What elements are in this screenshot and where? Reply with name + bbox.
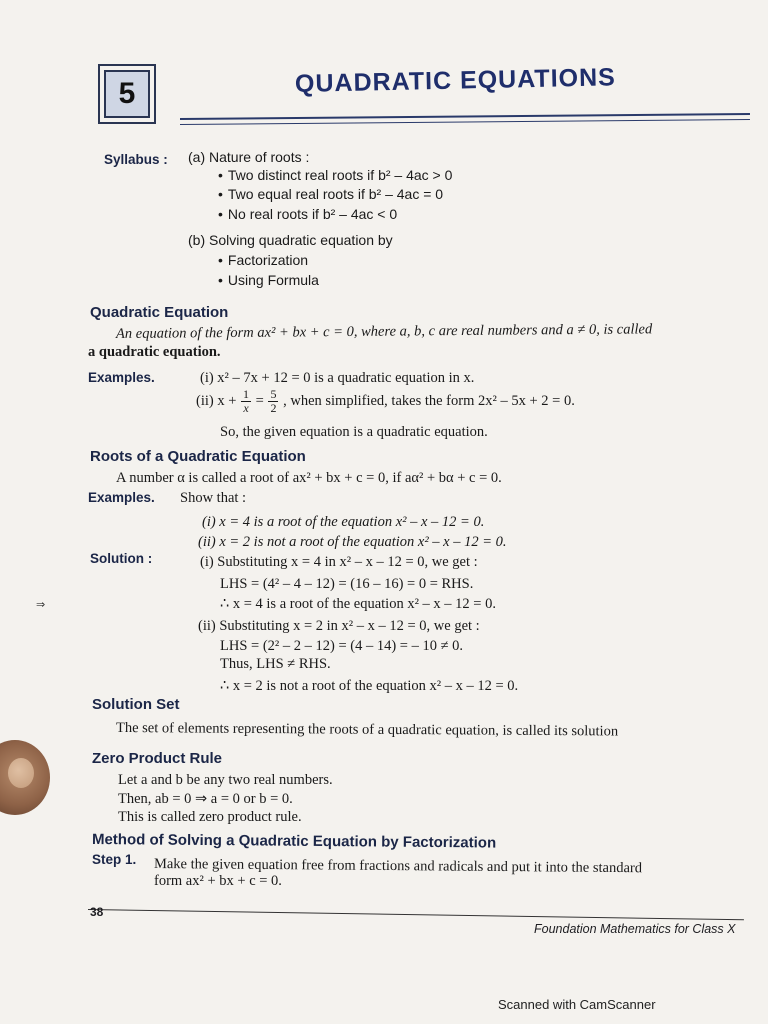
section-heading-solution-set: Solution Set [92, 696, 180, 713]
example-2-conclusion: So, the given equation is a quadratic equation. [220, 424, 488, 440]
example-2 [196, 388, 575, 415]
footer-rule [88, 909, 744, 920]
fraction-one-over-x [241, 388, 251, 415]
syllabus-b-heading: (b) Solving quadratic equation by [188, 232, 393, 248]
solution-line: (i) Substituting x = 4 in x² – x – 12 = 0, we get : [200, 554, 478, 570]
chapter-title: QUADRATIC EQUATIONS [294, 63, 617, 98]
example-2-suffix: , when simplified, takes the form 2x² – 5x + 2 = 0. [283, 392, 575, 409]
examples-label: Examples. [88, 490, 155, 505]
show-that-item: (ii) x = 2 is not a root of the equation x² – x – 12 = 0. [198, 534, 507, 550]
step-text: form ax² + bx + c = 0. [154, 873, 282, 889]
solution-line: ∴ x = 2 is not a root of the equation x² – x – 12 = 0. [220, 678, 519, 694]
syllabus-b-item: • Factorization [218, 252, 308, 268]
fraction-numerator: 5 [270, 387, 277, 401]
show-that-item: (i) x = 4 is a root of the equation x² – x – 12 = 0. [202, 514, 485, 530]
fraction-denominator: 2 [270, 401, 277, 415]
show-that-label: Show that : [180, 490, 247, 506]
fraction-numerator: 1 [243, 387, 250, 401]
definition-line: An equation of the form ax² + bx + c = 0, where a, b, c are real numbers and a ≠ 0, is called [115, 321, 653, 342]
chapter-number: 5 [104, 70, 150, 118]
section-heading-roots: Roots of a Quadratic Equation [90, 448, 306, 465]
book-title: Foundation Mathematics for Class X [534, 922, 736, 936]
section-heading-factorization: Method of Solving a Quadratic Equation by Factorization [91, 831, 497, 852]
syllabus-label: Syllabus : [104, 152, 168, 167]
roots-definition: A number α is called a root of ax² + bx + c = 0, if aα² + bα + c = 0. [116, 470, 502, 486]
zero-product-line: Let a and b be any two real numbers. [118, 772, 333, 788]
syllabus-a-item: • Two distinct real roots if b² – 4ac > 0 [218, 167, 452, 183]
example-2-prefix: (ii) x + [196, 392, 237, 409]
solution-line: (ii) Substituting x = 2 in x² – x – 12 = 0, we get : [198, 618, 480, 634]
margin-arrow-icon: ⇒ [36, 599, 46, 611]
syllabus-a-item: • Two equal real roots if b² – 4ac = 0 [218, 186, 443, 202]
fraction-five-over-two [268, 388, 278, 415]
solution-line: ∴ x = 4 is a root of the equation x² – x – 12 = 0. [220, 596, 496, 612]
section-heading-zero-product: Zero Product Rule [92, 750, 223, 767]
equals-sign: = [255, 392, 264, 409]
fraction-denominator: x [243, 401, 249, 415]
step-text: Make the given equation free from fractions and radicals and put it into the standard [153, 856, 643, 877]
page-number: 38 [90, 905, 104, 919]
examples-label: Examples. [88, 370, 155, 385]
step-label: Step 1. [92, 852, 137, 867]
title-rule-bottom [180, 119, 750, 125]
syllabus-b-item: • Using Formula [218, 272, 319, 288]
solution-line: Thus, LHS ≠ RHS. [220, 656, 331, 672]
zero-product-line: This is called zero product rule. [118, 809, 302, 825]
solution-line: LHS = (2² – 2 – 12) = (4 – 14) = – 10 ≠ 0. [220, 638, 464, 654]
solution-set-text: The set of elements representing the roots of a quadratic equation, is called its solution [115, 720, 619, 740]
syllabus-a-heading: (a) Nature of roots : [188, 149, 310, 165]
chapter-number-box [98, 64, 156, 124]
scanner-watermark: Scanned with CamScanner [498, 997, 656, 1012]
syllabus-a-item: • No real roots if b² – 4ac < 0 [218, 206, 397, 222]
zero-product-line: Then, ab = 0 ⇒ a = 0 or b = 0. [118, 791, 293, 807]
thumbnail-highlight [8, 758, 34, 788]
section-heading-quadratic-equation: Quadratic Equation [90, 304, 229, 321]
solution-line: LHS = (4² – 4 – 12) = (16 – 16) = 0 = RHS. [220, 576, 474, 592]
example-1: (i) x² – 7x + 12 = 0 is a quadratic equation in x. [200, 370, 475, 386]
definition-line: a quadratic equation. [88, 344, 221, 360]
solution-label: Solution : [90, 551, 153, 566]
